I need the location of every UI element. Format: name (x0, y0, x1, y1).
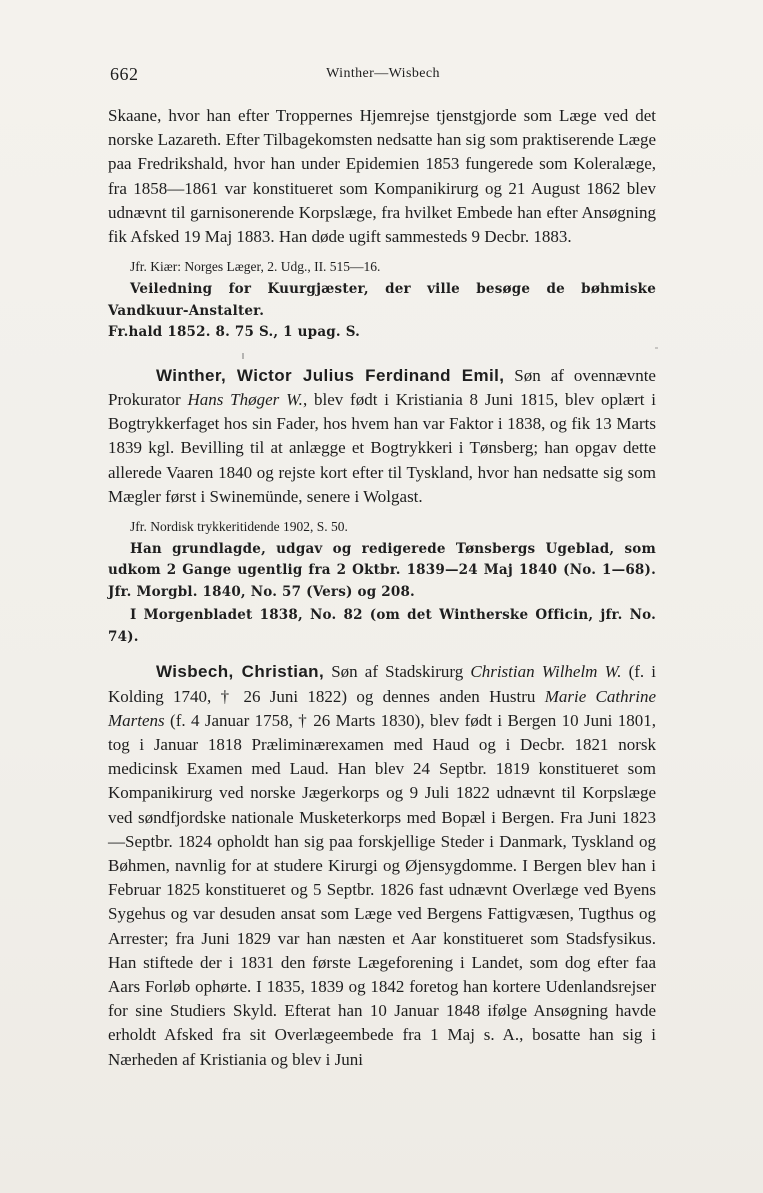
entry-wisbech (108, 660, 656, 1071)
continuation-bibliography-imprint: Fr.hald 1852. 8. 75 S., 1 upag. S. (108, 324, 361, 341)
continuation-bibliography-title: Veiledning for Kuurgjæster, der ville besøge de bøhmiske Vandkuur-Anstalter. (108, 281, 656, 319)
entry-winther-text-2: , blev født i Kristiania 8 Juni 1815, blev oplært i Bogtrykkerfaget hos sin Fader, hos hvem han var Faktor i 1838, og fik 13 Marts 1839 kgl. Bevilling til at anlægge et Bogtrykkeri i Tønsberg; han opgav dette allerede Vaaren 1840 og rejste kort efter til Tyskland, hvor han nedsatte sig som Mægler først i Swinemünde, senere i Wolgast. (108, 389, 656, 506)
entry-winther-reference: Jfr. Nordisk trykkeritidende 1902, S. 50. (130, 518, 348, 534)
entry-winther-bibliography-1: Han grundlagde, udgav og redigerede Tønsbergs Ugeblad, som udkom 2 Gange ugentlig fra 2 Oktbr. 1839—24 Maj 1840 (No. 1—68). Jfr. Morgbl. 1840, No. 57 (Vers) og 208. (108, 540, 656, 600)
entry-wisbech-text-3: (f. 4 Januar 1758, † 26 Marts 1830), blev født i Bergen 10 Juni 1801, tog i Januar 1818 Præliminærexamen med Haud og i Decbr. 1821 norsk medicinsk Examen med Laud. Han blev 24 Septbr. 1819 konstitueret som Kompanikirurg ved norske Jægerkorps og 9 Juli 1822 udnævnt til Korpslæge ved søndfjordske nationale Musketerkorps med Bopæl i Bergen. Fra Juni 1823—Septbr. 1824 opholdt han sig paa forskjellige Steder i Danmark, Tyskland og Bøhmen, navnlig for at studere Kirurgi og Øjensygdomme. I Bergen blev han i Februar 1825 konstitueret og 5 Septbr. 1826 fast udnævnt Overlæge ved Byens Sygehus og var desuden ansat som Læge ved Bergens Fattigvæsen, Tugthus og Arrester; fra Juni 1829 var han næsten et Aar konstitueret som Stadsfysikus. Han stiftede der i 1831 den første Lægeforening i Landet, som dog efter faa Aars Forløb ophørte. I 1835, 1839 og 1842 foretog han kortere Udenlandsrejser for sine Studiers Skyld. Efterat han 10 Januar 1848 ifølge Ansøgning havde erholdt Afsked fra sit Overlægeembede fra 1 Maj s. A., bosatte han sig i Nærheden af Kristiania og blev i Juni (108, 710, 656, 1069)
page-number: 662 (110, 64, 139, 84)
entry-winther-bibliography-2: I Morgenbladet 1838, No. 82 (om det Wintherske Officin, jfr. No. 74). (108, 607, 656, 645)
page-body (108, 104, 656, 1072)
running-head: Winther—Wisbech (326, 66, 440, 81)
entry-winther-text-1: Søn af ovennævnte Prokurator (108, 365, 656, 409)
entry-winther-name: Winther, Wictor Julius Ferdinand Emil, (156, 365, 505, 385)
page-header (110, 64, 656, 88)
entry-winther-father: Hans Thøger W. (187, 389, 303, 409)
entry-wisbech-mother: Marie Cathrine Martens (108, 686, 656, 730)
entry-wisbech-father: Christian Wilhelm W. (470, 662, 622, 682)
entry-wisbech-name: Wisbech, Christian, (156, 662, 325, 682)
entry-winther (108, 364, 656, 509)
entry-wisbech-text-2: (f. i Kolding 1740, † 26 Juni 1822) og dennes anden Hustru (108, 662, 657, 706)
entry-wisbech-text-1: Søn af Stadskirurg (324, 662, 471, 682)
continuation-paragraph: Skaane, hvor han efter Troppernes Hjemrejse tjenstgjorde som Læge ved det norske Lazareth. Efter Tilbagekomsten nedsatte han sig som praktiserende Læge paa Fredrikshald, hvor han under Epidemien 1853 fungerede som Koleralæge, fra 1858—1861 var konstitueret som Kompanikirurg og 21 August 1862 blev udnævnt til garnisonerende Korpslæge, fra hvilket Embede han efter Ansøgning fik Afsked 19 Maj 1883. Han døde ugift sammesteds 9 Decbr. 1883. (108, 106, 656, 247)
continuation-reference: Jfr. Kiær: Norges Læger, 2. Udg., II. 515—16. (130, 259, 381, 275)
